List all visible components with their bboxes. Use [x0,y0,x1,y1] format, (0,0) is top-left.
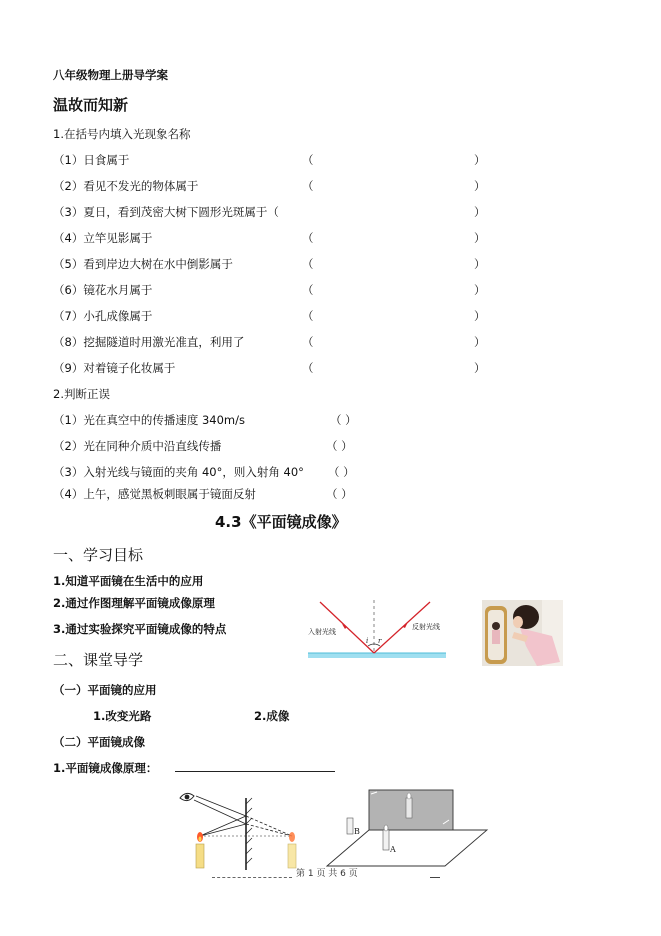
part1-item: 2.成像 [254,709,290,723]
glass-plate-diagram [325,786,490,868]
q1-close-paren: ） [474,283,486,297]
course-title: 八年级物理上册导学案 [53,68,168,82]
q1-open-paren: （ [302,361,314,375]
pupil [185,795,190,800]
goal-item: 3.通过实验探究平面镜成像的特点 [53,622,227,636]
q2-answer-paren: （ ） [330,413,357,427]
lesson-title: 4.3《平面镜成像》 [215,513,347,531]
reflected-ray [194,800,246,824]
principle-answer-line [175,771,335,772]
q2-answer-paren: （ ） [326,439,353,453]
q1-title: 1.在括号内填入光现象名称 [53,127,191,141]
image-candle [406,798,412,818]
candle-a-flame [384,825,388,831]
q2-answer-paren: （ ） [328,465,355,479]
light-ray-diagram [170,786,310,870]
image-candle-flame [289,832,295,842]
mirror-hatch [246,838,252,844]
image-candle [288,844,296,868]
q1-close-paren: ） [474,205,486,219]
q1-open-paren: （ [302,335,314,349]
mirror-surface [308,653,446,658]
q1-close-paren: ） [474,179,486,193]
reflected-arrow [403,622,408,628]
part2-heading: （二）平面镜成像 [53,735,145,749]
reflection-diagram [300,596,450,662]
review-heading: 温故而知新 [53,96,129,114]
q1-item-label: （6）镜花水月属于 [53,283,153,297]
q2-title: 2.判断正误 [53,387,110,401]
label-a: A [390,845,396,854]
q1-open-paren: （ [302,179,314,193]
q2-answer-paren: （ ） [326,487,353,501]
q1-close-paren: ） [474,231,486,245]
candle [196,844,204,868]
goals-heading: 一、学习目标 [53,546,144,564]
q1-item-label: （7）小孔成像属于 [53,309,153,323]
q1-close-paren: ） [474,309,486,323]
guide-heading: 二、课堂导学 [53,651,144,669]
part1-heading: （一）平面镜的应用 [53,683,157,697]
footer-rule-right [430,877,440,878]
candle-b [347,818,353,834]
q2-item-label: （3）入射光线与镜面的夹角 40°，则入射角 40° [53,465,304,479]
angle-i-label: i [366,637,369,645]
goal-item: 2.通过作图理解平面镜成像原理 [53,596,215,610]
reflected-ray-label: 反射光线 [412,623,440,631]
q2-item-label: （2）光在同种介质中沿直线传播 [53,439,222,453]
q1-open-paren: （ [302,231,314,245]
candle-a [383,830,389,850]
goal-item: 1.知道平面镜在生活中的应用 [53,574,204,588]
candle-flame-core [199,837,202,842]
q1-close-paren: ） [474,361,486,375]
part1-item: 1.改变光路 [93,709,152,723]
mirror-photo [482,600,563,666]
mirror-hatch [246,848,252,854]
q1-open-paren: （ [302,257,314,271]
reflected-ray [196,796,246,816]
mirror-hatch [246,798,252,804]
q1-item-label: （1）日食属于 [53,153,130,167]
q1-item-label: （5）看到岸边大树在水中倒影属于 [53,257,233,271]
table-surface [327,830,487,866]
label-b: B [354,827,360,836]
q1-item-label: （3）夏日，看到茂密大树下圆形光斑属于（ [53,205,279,219]
page-number: 第 1 页 共 6 页 [296,869,358,879]
girl-face [513,616,523,628]
image-candle-flame [407,793,411,799]
reflection-body [492,630,500,644]
angle-r-label: r [378,637,382,645]
mirror-hatch [246,808,252,814]
q1-item-label: （2）看见不发光的物体属于 [53,179,199,193]
incident-ray-label: 入射光线 [308,628,336,636]
mirror-hatch [246,858,252,864]
q2-item-label: （4）上午，感觉黑板刺眼属于镜面反射 [53,487,256,501]
q2-item-label: （1）光在真空中的传播速度 340m/s [53,413,245,427]
q1-item-label: （9）对着镜子化妆属于 [53,361,176,375]
principle-label: 1.平面镜成像原理： [53,761,158,775]
q1-close-paren: ） [474,257,486,271]
q1-open-paren: （ [302,309,314,323]
q1-open-paren: （ [302,153,314,167]
q1-item-label: （8）挖掘隧道时用激光准直，利用了 [53,335,245,349]
reflection-head [492,622,500,630]
q1-item-label: （4）立竿见影属于 [53,231,153,245]
q1-close-paren: ） [474,153,486,167]
q1-open-paren: （ [302,283,314,297]
footer-rule-left [212,877,292,878]
q1-close-paren: ） [474,335,486,349]
mirror-hatch [246,828,252,834]
mirror-hatch [246,818,252,824]
